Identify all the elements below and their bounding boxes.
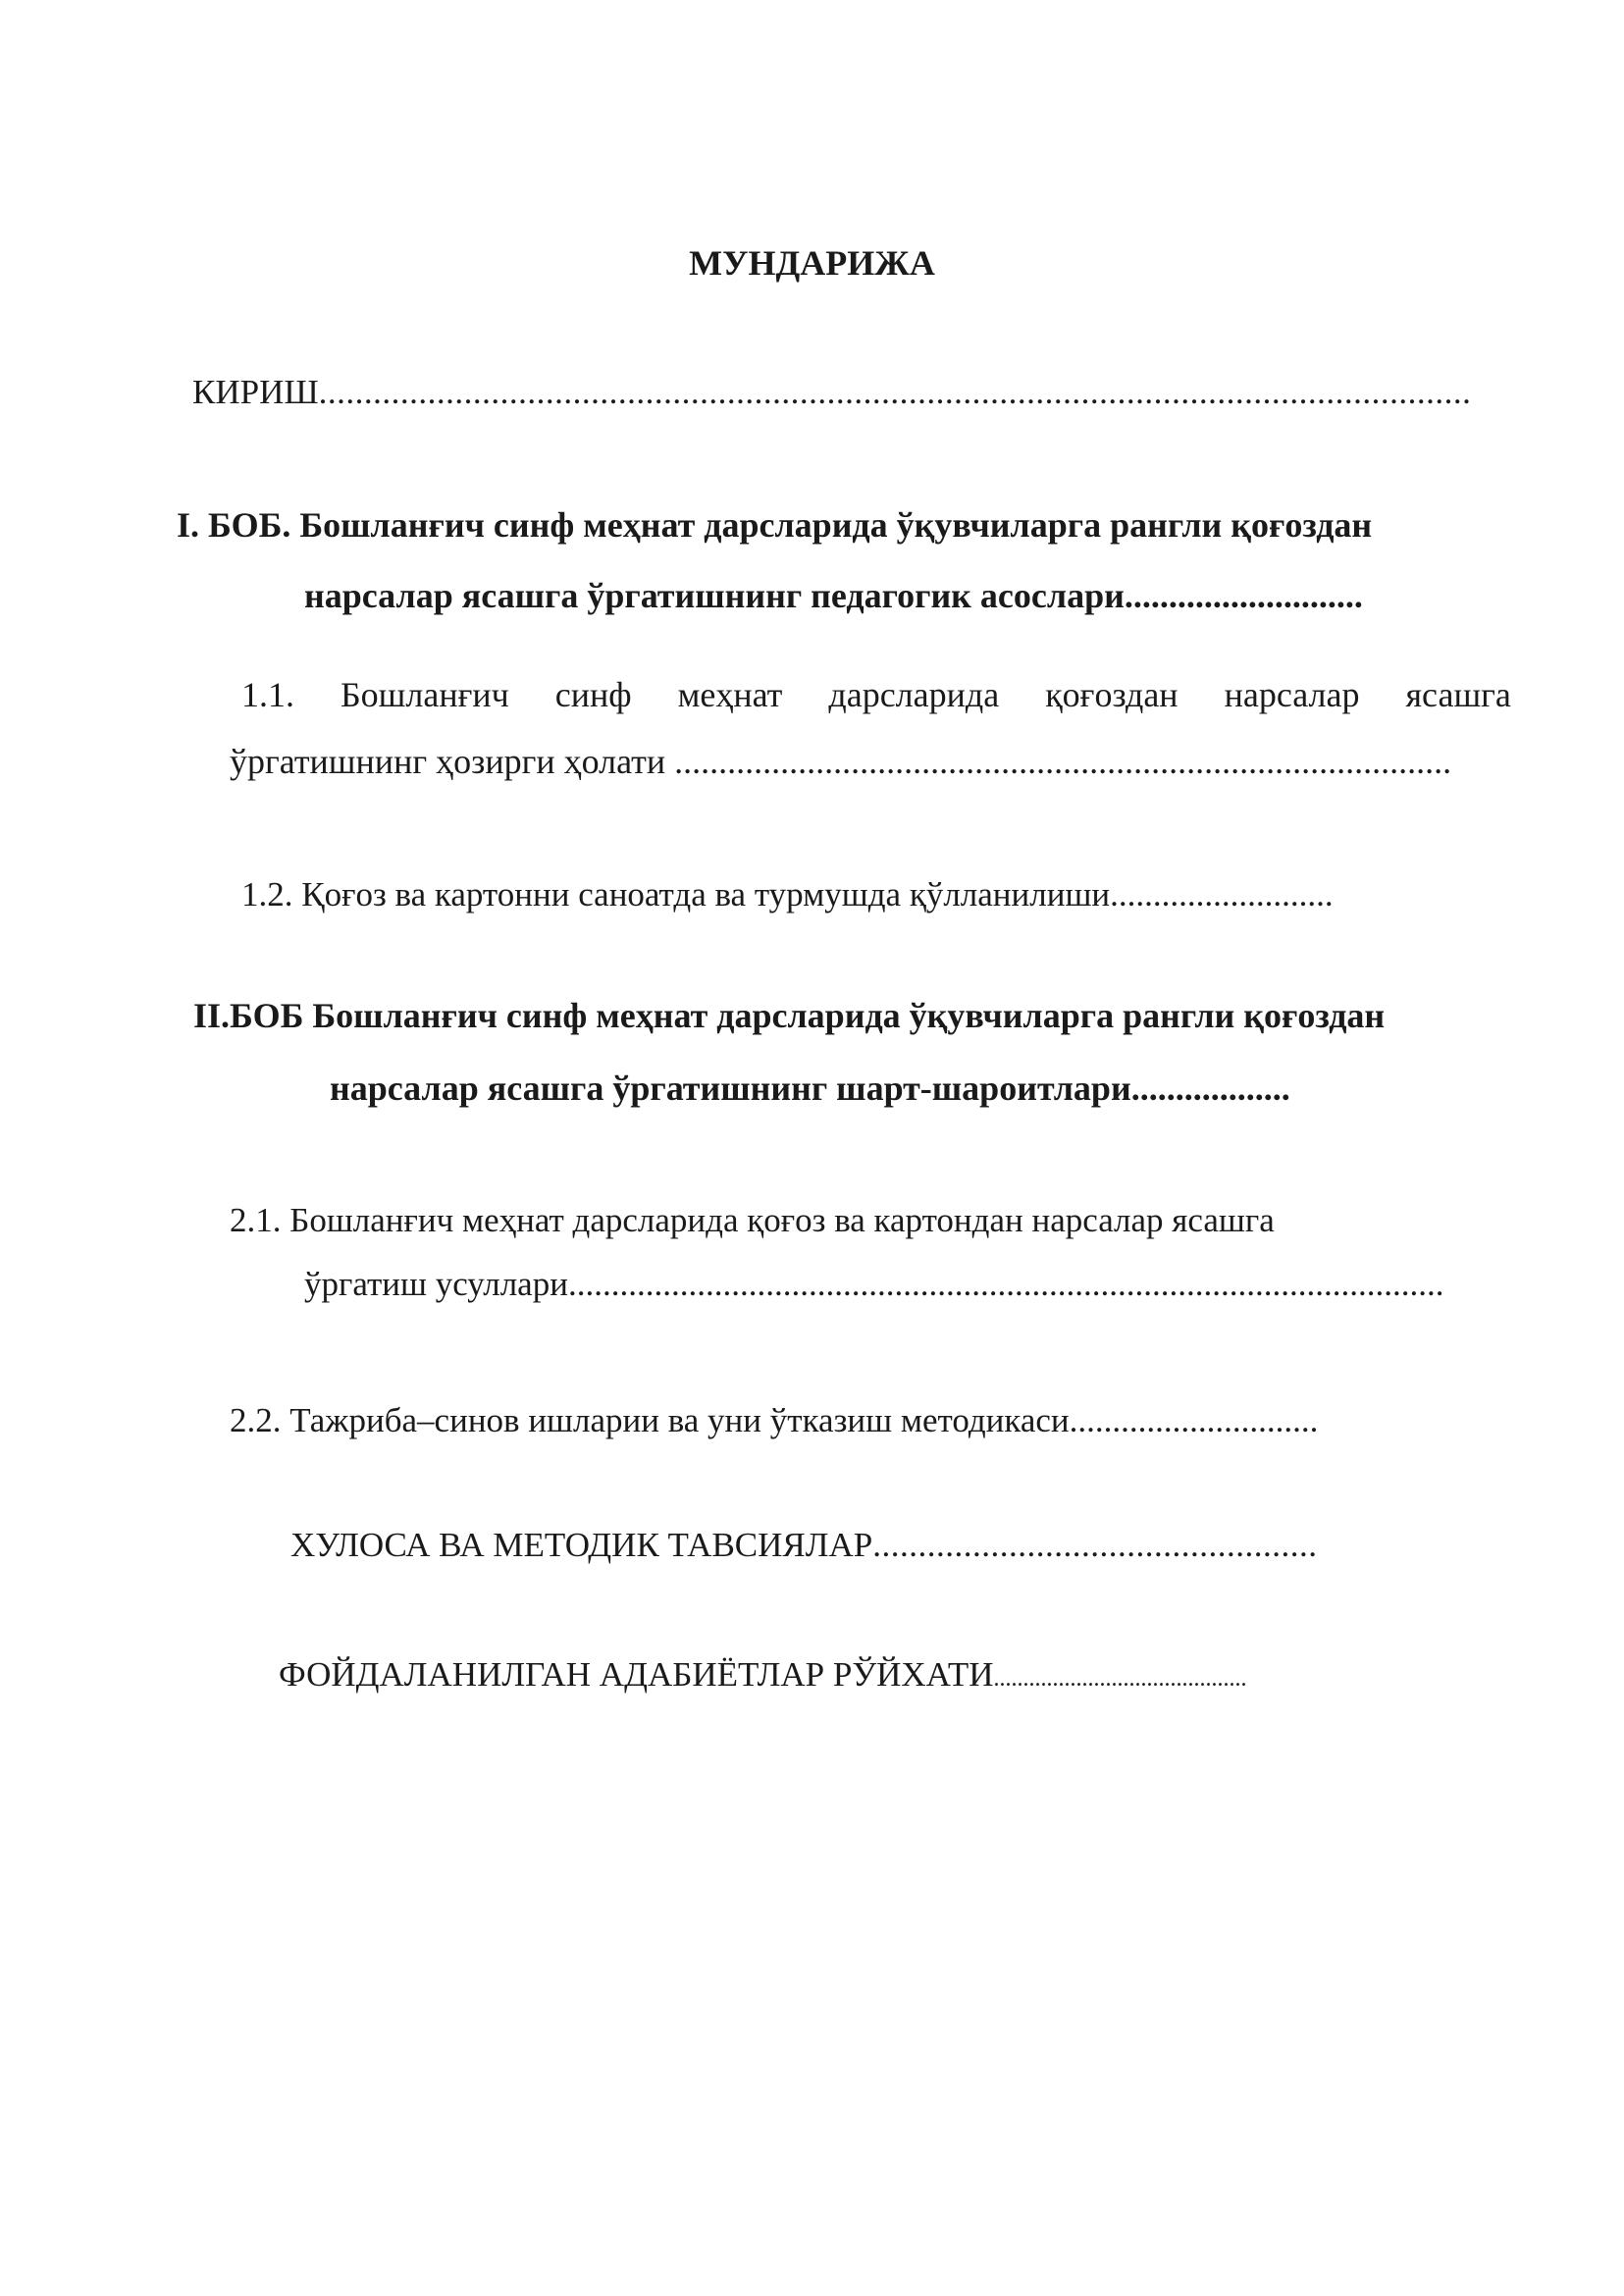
toc-section-2-1-line-1[interactable]: 2.1. Бошланғич меҳнат дарсларида қоғоз ва картондан нарсалар ясашга bbox=[230, 1201, 1275, 1239]
toc-section-1-1-word: дарсларида bbox=[828, 675, 1000, 714]
page-title: МУНДАРИЖА bbox=[689, 243, 935, 283]
toc-section-1-1-word: қоғоздан bbox=[1045, 675, 1179, 714]
toc-section-1-1-line-2[interactable]: ўргатишнинг ҳозирги ҳолати ........................................................................................ bbox=[230, 742, 1452, 781]
toc-entry-references[interactable] bbox=[279, 1653, 1247, 1700]
toc-entry-references-leader: ........................................... bbox=[993, 1666, 1247, 1692]
toc-entry-conclusion[interactable] bbox=[290, 1524, 1318, 1567]
toc-entry-conclusion-leader: ................................................. bbox=[872, 1526, 1318, 1564]
toc-section-1-1-word: меҳнат bbox=[677, 675, 783, 714]
toc-section-2-2[interactable]: 2.2. Тажриба–синов ишларии ва уни ўтказиш методикаси............................. bbox=[230, 1401, 1319, 1439]
toc-section-1-1-word: Бошланғич bbox=[341, 675, 509, 714]
toc-section-1-1-word: нарсалар bbox=[1224, 675, 1360, 714]
toc-entry-conclusion-label: ХУЛОСА ВА МЕТОДИК ТАВСИЯЛАР bbox=[290, 1526, 873, 1564]
toc-section-1-1-line-1[interactable] bbox=[241, 673, 1511, 716]
toc-section-2-1-line-2[interactable]: ўргатиш усуллари...................................................................................................... bbox=[304, 1265, 1444, 1303]
toc-section-1-1-word: ясашга bbox=[1405, 675, 1511, 714]
toc-chapter-2-line-1[interactable]: II.БОБ Бошланғич синф меҳнат дарсларида ўқувчиларга рангли қоғоздан bbox=[193, 996, 1386, 1035]
toc-chapter-1-line-2[interactable]: нарсалар ясашга ўргатишнинг педагогик асослари........................... bbox=[304, 576, 1363, 615]
toc-entry-intro[interactable] bbox=[192, 371, 1471, 414]
toc-chapter-1-line-1[interactable]: I. БОБ. Бошланғич синф меҳнат дарсларида ўқувчиларга рангли қоғоздан bbox=[177, 505, 1373, 545]
toc-section-1-2[interactable]: 1.2. Қоғоз ва картонни саноатда ва турмушда қўлланилиши.......................... bbox=[241, 875, 1334, 913]
toc-entry-references-label: ФОЙДАЛАНИЛГАН АДАБИЁТЛАР РЎЙХАТИ bbox=[279, 1655, 994, 1694]
toc-chapter-2-line-2[interactable]: нарсалар ясашга ўргатишнинг шарт-шароитлари.................. bbox=[330, 1069, 1290, 1108]
toc-section-1-1-word: синф bbox=[554, 675, 632, 714]
toc-entry-intro-leader: ............................................................................................................................... bbox=[318, 373, 1472, 411]
toc-section-1-1-word: 1.1. bbox=[241, 675, 294, 714]
toc-entry-intro-label: КИРИШ bbox=[192, 373, 319, 411]
